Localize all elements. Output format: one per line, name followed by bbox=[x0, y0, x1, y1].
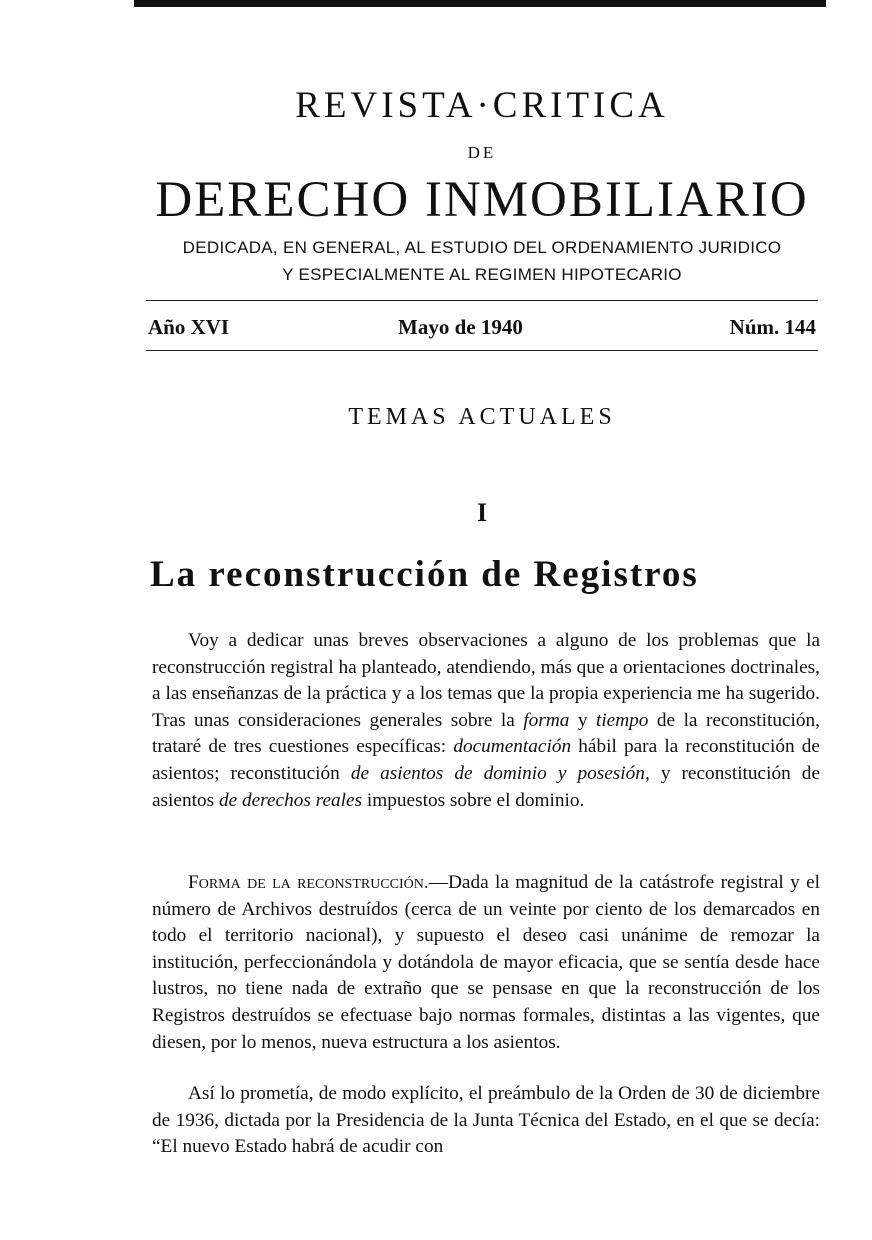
header-divider-bottom bbox=[146, 350, 818, 351]
journal-name-connector: DE bbox=[467, 143, 497, 162]
article-paragraph-2 bbox=[152, 870, 820, 1056]
p1-tiempo: tiempo bbox=[595, 709, 649, 731]
p1-documentacion: documentación bbox=[453, 736, 572, 758]
journal-title: DERECHO INMOBILIARIO bbox=[155, 172, 809, 228]
issue-year: Año XVI bbox=[148, 315, 230, 339]
p1-text-c: de la reconstitución, trataré de tres cuestiones específicas: bbox=[152, 709, 821, 758]
p1-asientos: de asientos de dominio y posesión, bbox=[350, 762, 650, 784]
p1-text-e: y reconstitución de asientos bbox=[152, 762, 820, 811]
p2-lead: Forma de la reconstrucción. bbox=[188, 872, 429, 893]
issue-date: Mayo de 1940 bbox=[398, 315, 523, 339]
p1-derechos: de derechos reales bbox=[218, 789, 363, 811]
article-number: I bbox=[476, 498, 488, 527]
journal-name: REVISTA·CRITICA bbox=[295, 85, 669, 126]
issue-number: Núm. 144 bbox=[729, 315, 816, 339]
journal-subtitle-line2: Y ESPECIALMENTE AL REGIMEN HIPOTECARIO bbox=[282, 265, 682, 284]
journal-subtitle-line1: DEDICADA, EN GENERAL, AL ESTUDIO DEL ORDENAMIENTO JURIDICO bbox=[182, 238, 782, 257]
issue-info bbox=[146, 315, 818, 345]
p1-text-b: y bbox=[569, 709, 596, 731]
p1-text-d: hábil para la reconstitución de asientos; reconstitución bbox=[152, 736, 820, 784]
p1-forma: forma bbox=[523, 709, 570, 731]
p3-text: Así lo prometía, de modo explícito, el preámbulo de la Orden de 30 de diciembre de 1936, dictada por la Presidencia de la Junta Técnica del Estado, en el que se decía: “El nuevo Estado habrá de acudir con bbox=[152, 1083, 820, 1158]
section-heading: TEMAS ACTUALES bbox=[348, 404, 616, 430]
p1-text-a: Voy a dedicar unas breves observaciones a alguno de los problemas que la reconstrucción registral ha planteado, atendiendo, más que a orientaciones doctrinales, a las enseñanzas de la práctica y a los temas que la propia experiencia me ha sugerido. Tras unas consideraciones generales sobre la bbox=[152, 630, 820, 731]
p2-text: —Dada la magnitud de la catástrofe registral y el número de Archivos destruídos (cerca de un veinte por ciento de los demarcados en todo el territorio nacional), y supuesto el deseo casi unánime de remozar la institución, perfeccionándola y dotándola de mayor eficacia, que se sentía desde hace lustros, no tiene nada de extraño que se pensase en que la reconstrucción de los Registros destruídos se efectuase bajo normas formales, distintas a las vigentes, que diesen, por lo menos, nueva estructura a los asientos. bbox=[152, 872, 820, 1053]
article-paragraph-3 bbox=[152, 1081, 820, 1161]
article-title: La reconstrucción de Registros bbox=[150, 554, 699, 595]
article-paragraph-1 bbox=[152, 628, 820, 814]
top-border bbox=[134, 0, 826, 7]
p1-text-f: impuestos sobre el dominio. bbox=[362, 789, 585, 811]
header-divider-top bbox=[146, 300, 818, 301]
